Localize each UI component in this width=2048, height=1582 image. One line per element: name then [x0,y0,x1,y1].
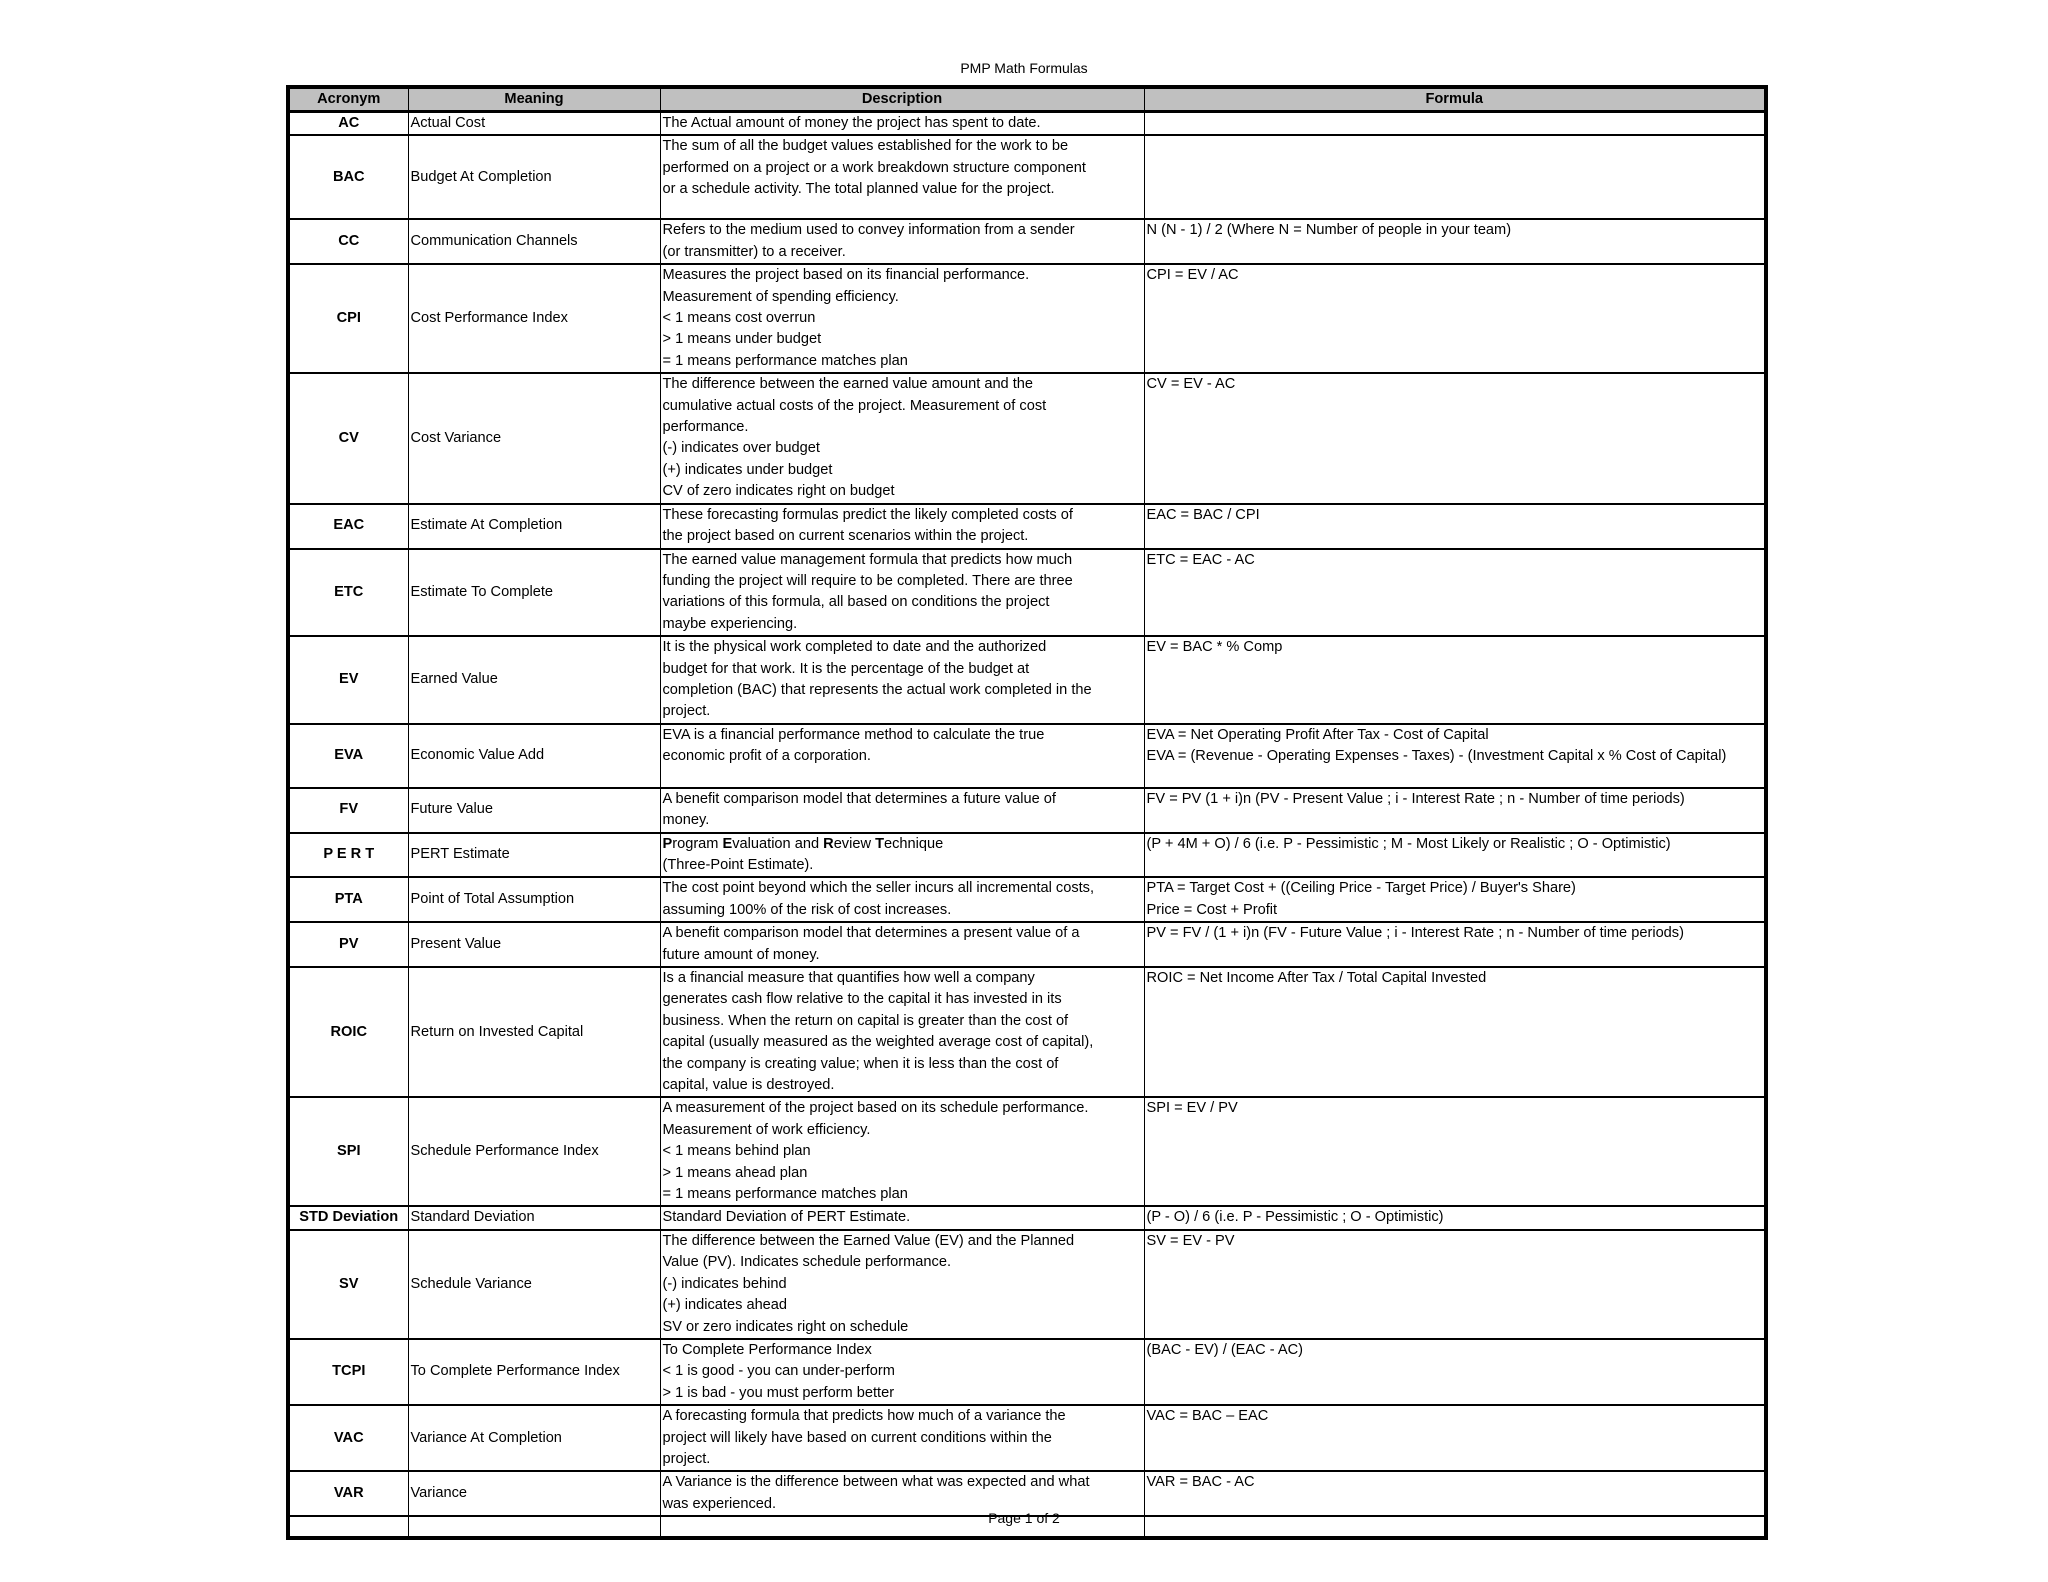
table-row [288,264,1766,373]
description-line: = 1 means performance matches plan [662,1186,908,1203]
description-cell [660,922,1144,967]
description-line: (Three-Point Estimate). [662,856,814,873]
description-line: > 1 means ahead plan [662,1164,808,1181]
description-text: eview [833,835,876,852]
table-row [288,1230,1766,1339]
formula-line: ETC = EAC - AC [1146,551,1255,568]
description-bold-letter: E [722,835,733,852]
description-line: project. [662,1450,711,1467]
meaning-cell: To Complete Performance Index [408,1339,660,1405]
table-header-row [288,87,1766,112]
description-line: project. [662,703,711,720]
formula-cell [1144,219,1766,264]
formula-line: (BAC - EV) / (EAC - AC) [1146,1341,1303,1358]
description-line: capital, value is destroyed. [662,1077,835,1094]
description-line: money. [662,812,710,829]
description-line: < 1 means cost overrun [662,310,816,327]
page-title: PMP Math Formulas [960,60,1088,76]
description-line: Measures the project based on its financial performance. [662,267,1030,284]
meaning-cell: Communication Channels [408,219,660,264]
formula-line: SV = EV - PV [1146,1232,1235,1249]
formula-line: (P + 4M + O) / 6 (i.e. P - Pessimistic ; M - Most Likely or Realistic ; O - Optimistic) [1146,835,1671,852]
description-line: (+) indicates ahead [662,1297,788,1314]
description-line: < 1 is good - you can under-perform [662,1363,895,1380]
acronym-cell: CC [288,219,408,264]
meaning-cell: Economic Value Add [408,724,660,788]
description-cell [660,1206,1144,1229]
description-line: SV or zero indicates right on schedule [662,1318,909,1335]
formula-line: ROIC = Net Income After Tax / Total Capital Invested [1146,970,1487,986]
description-line: The Actual amount of money the project has spent to date. [662,115,1041,131]
description-line: A forecasting formula that predicts how much of a variance the [662,1408,1066,1425]
description-line: economic profit of a corporation. [662,748,871,765]
formula-line: VAC = BAC – EAC [1146,1408,1269,1425]
formula-cell [1144,549,1766,637]
description-line: cumulative actual costs of the project. Measurement of cost [662,397,1047,414]
column-header-formula: Formula [1144,87,1766,112]
acronym-cell: SV [288,1230,408,1339]
description-line: > 1 is bad - you must perform better [662,1384,895,1401]
description-line: was experienced. [662,1495,777,1512]
description-line: variations of this formula, all based on conditions the project [662,594,1050,611]
description-cell [660,1405,1144,1471]
description-line: Value (PV). Indicates schedule performance. [662,1254,952,1271]
formula-cell [1144,264,1766,373]
table-row [288,373,1766,503]
description-cell [660,967,1144,1097]
table-row [288,833,1766,878]
description-line: < 1 means behind plan [662,1143,811,1160]
table-row [288,504,1766,549]
description-line: These forecasting formulas predict the likely completed costs of [662,506,1073,523]
acronym-cell: EVA [288,724,408,788]
meaning-cell: Cost Variance [408,373,660,503]
column-header-meaning: Meaning [408,87,660,112]
description-line: budget for that work. It is the percentage of the budget at [662,660,1030,677]
acronym-cell: CV [288,373,408,503]
description-line: = 1 means performance matches plan [662,352,908,369]
formula-cell [1144,833,1766,878]
description-line: (or transmitter) to a receiver. [662,243,846,260]
table-row [288,636,1766,724]
formula-cell [1144,636,1766,724]
description-bold-letter: T [875,835,884,852]
meaning-cell: Standard Deviation [408,1206,660,1229]
description-line: (+) indicates under budget [662,461,833,478]
meaning-cell: PERT Estimate [408,833,660,878]
table-row [288,922,1766,967]
formula-line: Price = Cost + Profit [1146,901,1278,918]
meaning-cell: Cost Performance Index [408,264,660,373]
meaning-cell: Variance [408,1471,660,1516]
description-line: (-) indicates over budget [662,440,820,457]
description-cell [660,112,1144,136]
description-cell [660,788,1144,833]
table-row [288,877,1766,922]
description-line: A benefit comparison model that determines a present value of a [662,925,1080,942]
acronym-cell: SPI [288,1097,408,1206]
description-bold-letter: P [662,835,673,852]
formula-cell [1144,1405,1766,1471]
acronym-cell: CPI [288,264,408,373]
description-line: EVA is a financial performance method to calculate the true [662,726,1045,743]
description-cell [660,1097,1144,1206]
table-row [288,788,1766,833]
meaning-cell: Schedule Performance Index [408,1097,660,1206]
meaning-cell: Schedule Variance [408,1230,660,1339]
acronym-cell: EV [288,636,408,724]
formula-line: FV = PV (1 + i)n (PV - Present Value ; i - Interest Rate ; n - Number of time periods) [1146,790,1685,807]
formula-line: SPI = EV / PV [1146,1100,1238,1117]
description-line: business. When the return on capital is greater than the cost of [662,1012,1069,1029]
table-row [288,967,1766,1097]
formula-cell [1144,724,1766,788]
description-cell [660,636,1144,724]
description-line [663,834,1142,855]
formula-cell [1144,1097,1766,1206]
table-row [288,112,1766,136]
formula-cell [1144,373,1766,503]
formula-line: EV = BAC * % Comp [1146,639,1283,656]
formula-line: EVA = (Revenue - Operating Expenses - Taxes) - (Investment Capital x % Cost of Capital) [1146,748,1727,765]
description-line: The difference between the earned value amount and the [662,376,1034,393]
acronym-cell: ETC [288,549,408,637]
meaning-cell: Point of Total Assumption [408,877,660,922]
formula-line: EAC = BAC / CPI [1146,506,1260,523]
description-cell [660,1339,1144,1405]
description-cell [660,833,1144,878]
description-text: valuation and [732,835,824,852]
description-line: project will likely have based on current conditions within the [662,1429,1052,1446]
formula-line: CPI = EV / AC [1146,267,1239,284]
description-line: Standard Deviation of PERT Estimate. [662,1209,911,1226]
acronym-cell: VAR [288,1471,408,1516]
description-line: To Complete Performance Index [662,1341,872,1358]
description-line: capital (usually measured as the weighted average cost of capital), [662,1034,1094,1051]
description-line: The difference between the Earned Value (EV) and the Planned [662,1232,1075,1249]
description-line: A benefit comparison model that determines a future value of [662,790,1056,807]
acronym-cell: AC [288,112,408,136]
column-header-acronym: Acronym [288,87,408,112]
table-row [288,1206,1766,1229]
description-cell [660,373,1144,503]
formula-line: N (N - 1) / 2 (Where N = Number of people in your team) [1146,222,1512,239]
description-line: performed on a project or a work breakdown structure component [662,159,1086,176]
acronym-cell: ROIC [288,967,408,1097]
description-cell [660,724,1144,788]
description-line: future amount of money. [662,946,820,963]
description-line: assuming 100% of the risk of cost increases. [662,901,952,918]
acronym-cell: PTA [288,877,408,922]
description-line: Is a financial measure that quantifies how well a company [662,970,1035,986]
description-line: A measurement of the project based on its schedule performance. [662,1100,1089,1117]
description-cell [660,1230,1144,1339]
formula-cell [1144,788,1766,833]
meaning-cell: Return on Invested Capital [408,967,660,1097]
meaning-cell: Variance At Completion [408,1405,660,1471]
description-line: generates cash flow relative to the capital it has invested in its [662,991,1062,1008]
description-cell [660,549,1144,637]
description-line: performance. [662,419,749,436]
description-cell [660,135,1144,219]
description-line: > 1 means under budget [662,331,822,348]
formula-line: EVA = Net Operating Profit After Tax - Cost of Capital [1146,726,1489,743]
column-header-description: Description [660,87,1144,112]
pmp-formulas-table [286,85,1768,1540]
description-line: The sum of all the budget values established for the work to be [662,138,1069,155]
description-line: It is the physical work completed to date and the authorized [662,639,1047,656]
formula-cell [1144,1206,1766,1229]
meaning-cell: Earned Value [408,636,660,724]
formula-cell [1144,922,1766,967]
table-row [288,1097,1766,1206]
acronym-cell: P E R T [288,833,408,878]
acronym-cell: VAC [288,1405,408,1471]
description-line: the project based on current scenarios within the project. [662,528,1029,545]
acronym-cell: FV [288,788,408,833]
table-row [288,1339,1766,1405]
description-line: funding the project will require to be completed. There are three [662,572,1073,589]
description-text: echnique [883,835,944,852]
formula-cell [1144,877,1766,922]
table-body [288,112,1766,1539]
description-line: the company is creating value; when it is less than the cost of [662,1055,1059,1072]
acronym-cell: PV [288,922,408,967]
formula-line: PV = FV / (1 + i)n (FV - Future Value ; i - Interest Rate ; n - Number of time periods) [1146,925,1684,942]
meaning-cell: Future Value [408,788,660,833]
description-line: CV of zero indicates right on budget [662,483,895,500]
description-cell [660,877,1144,922]
description-cell [660,504,1144,549]
meaning-cell: Budget At Completion [408,135,660,219]
description-line: The cost point beyond which the seller incurs all incremental costs, [662,880,1095,897]
description-line: Measurement of work efficiency. [662,1121,871,1138]
table-row [288,724,1766,788]
formula-cell [1144,135,1766,219]
description-line: completion (BAC) that represents the actual work completed in the [662,681,1092,698]
formula-line: CV = EV - AC [1146,376,1236,393]
table-row [288,549,1766,637]
table-row [288,1405,1766,1471]
description-line: Refers to the medium used to convey information from a sender [662,222,1075,239]
meaning-cell: Estimate At Completion [408,504,660,549]
meaning-cell: Present Value [408,922,660,967]
description-line: Measurement of spending efficiency. [662,288,899,305]
description-line: A Variance is the difference between what was expected and what [662,1474,1090,1491]
table-row [288,219,1766,264]
meaning-cell: Estimate To Complete [408,549,660,637]
acronym-cell: EAC [288,504,408,549]
description-text: rogram [672,835,723,852]
formula-cell [1144,1230,1766,1339]
description-line: or a schedule activity. The total planned value for the project. [662,181,1055,198]
formula-line: VAR = BAC - AC [1146,1474,1255,1491]
description-bold-letter: R [823,835,834,852]
formula-cell [1144,112,1766,136]
description-cell [660,219,1144,264]
formula-cell [1144,967,1766,1097]
description-cell [660,264,1144,373]
acronym-cell: BAC [288,135,408,219]
acronym-cell: STD Deviation [288,1206,408,1229]
description-line: (-) indicates behind [662,1275,787,1292]
formula-line: (P - O) / 6 (i.e. P - Pessimistic ; O - Optimistic) [1146,1209,1444,1226]
description-line: maybe experiencing. [662,615,798,632]
description-line: The earned value management formula that predicts how much [662,551,1073,568]
page-footer: Page 1 of 2 [988,1510,1060,1526]
meaning-cell: Actual Cost [408,112,660,136]
formula-line: PTA = Target Cost + ((Ceiling Price - Target Price) / Buyer's Share) [1146,880,1576,897]
formula-cell [1144,1339,1766,1405]
formula-cell [1144,504,1766,549]
table-row [288,135,1766,219]
acronym-cell: TCPI [288,1339,408,1405]
